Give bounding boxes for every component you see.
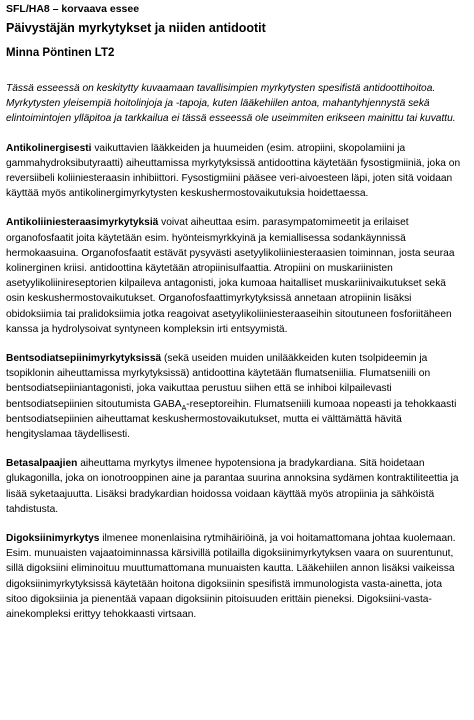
section-term: Bentsodiatsepiinimyrkytyksissä (6, 353, 162, 365)
section-text: vaikuttavien lääkkeiden ja huumeiden (esim. atropiini, skopolamiini ja gammahydroksibutyraatti) aiheuttamissa myrkytyksissä antidoottina käytetään fysostigmiiniä, joka on reversiibeli koliiniesteraasin inhibiittori. Fysostigmiini pääsee veri-aivoesteen läpi, joten sitä voidaan käyttää myös antikolinergimyrkytysten keskushermostovaikutuksia hoidettaessa. (6, 142, 461, 200)
section-term: Betasalpaajien (6, 458, 78, 470)
section-antikoliiniesteraasi (6, 215, 464, 337)
section-term: Digoksiinimyrkytys (6, 533, 100, 545)
section-text: -reseptoreihin. Flumatseniili kumoaa nopeasti ja tehokkaasti bentsodiatsepiinien aiheuttamat keskushermostovaikutukset, mutta ei välttämättä hävitä hengityslamaa täydellisesti. (6, 398, 457, 441)
section-betasalpaajien (6, 456, 464, 517)
section-antikolinergisesti (6, 141, 464, 202)
section-text: ilmenee monenlaisina rytmihäiriöinä, ja voi hoitamattomana johtaa kuolemaan. Esim. munuaisten vajaatoiminnassa kärsivillä potilailla digoksiinimyrkytyksen vaara on suurentunut, sillä digoksiini eliminoituu muuttumattomana munuaisten kautta. Lääkehiilen annon lisäksi vaikeissa digoksiinimyrkytyksissä käytetään hoitona digoksiinin spesifistä immunologista vasta-ainetta, jota sitoo digoksiinia ja pienentää vapaan digoksiinin pitoisuuden erittäin pieneksi. Digoksiini-vasta-ainekompleksi erittyy tehokkaasti virtsaan. (6, 533, 456, 621)
page-title: Päivystäjän myrkytykset ja niiden antidootit (6, 21, 266, 35)
section-text: aiheuttama myrkytys ilmenee hypotensiona ja bradykardiana. Sitä hoidetaan glukagonilla, joka on ionotrooppinen aine ja parantaa suurina annoksina sydämen kontraktiliteettia ja lisää syketaajuutta. Lisäksi bradykardian hoidossa voidaan käyttää myös atropiinia ja sähköistä tahdistusta. (6, 458, 459, 515)
section-text: voivat aiheuttaa esim. parasympatomimeetit ja erilaiset organofosfaatit joita käytetään esim. hyönteismyrkkyinä ja kemiallisessa sodankäynnissä hermokaasuina. Organofosfaatit estävät pysyvästi asetyylikoliiniesteraasien toiminnan, josta seuraa kolinerginen kriisi. antidoottina käytetään atropiinisulfaattia. Atropiini on muskariinisten asetyylikoliinireseptorien kilpaileva antagonisti, joka kumoaa haitalliset muskariinivaikutukset sekä osin keskushermostovaikutukset. Organofosfaattimyrkytyksissä annetaan atropiinin lisäksi obidoksiimia tai pralidoksiimia jotka reagoivat asetyylikoliiniesteraaseihin sitoutuneen fosforiitäheen kanssa ja hydrolysoivat syntyneen kompleksin irti entsyymistä. (6, 217, 455, 335)
intro-paragraph: Tässä esseessä on keskitytty kuvaamaan tavallisimpien myrkytysten spesifistä antidoottihoitoa. Myrkytysten yleisempiä hoitolinjoja ja -tapoja, kuten lääkehiilen antoa, mahantyhjennystä sekä elintoimintojen ylläpitoa ja tarkkailua ei tässä esseessä ole useimmiten erikseen mainittu tai kuvattu. (6, 83, 456, 125)
section-term: Antikolinergisesti (6, 142, 92, 154)
gaba-subscript: A (181, 404, 187, 412)
section-digoksiini (6, 531, 464, 622)
section-term: Antikoliiniesteraasimyrkytyksiä (6, 217, 159, 229)
author-name: Minna Pöntinen LT2 (6, 47, 115, 59)
section-bentsodiatsepiini (6, 351, 464, 442)
course-code: SFL/HA8 – korvaava essee (6, 3, 140, 15)
section-text: (sekä useiden muiden unilääkkeiden kuten tsolpideemin ja tsopiklonin aiheuttamissa myrkytyksissä) antidoottina käytetään flumatseniilia. Flumatseniili on bentsodiatsepiiniantagonisti, joka vaikuttaa perustuu siihen että se inhiboi kilpailevasti bentsodiatsepiinien sitoutumista GABA (6, 353, 431, 410)
